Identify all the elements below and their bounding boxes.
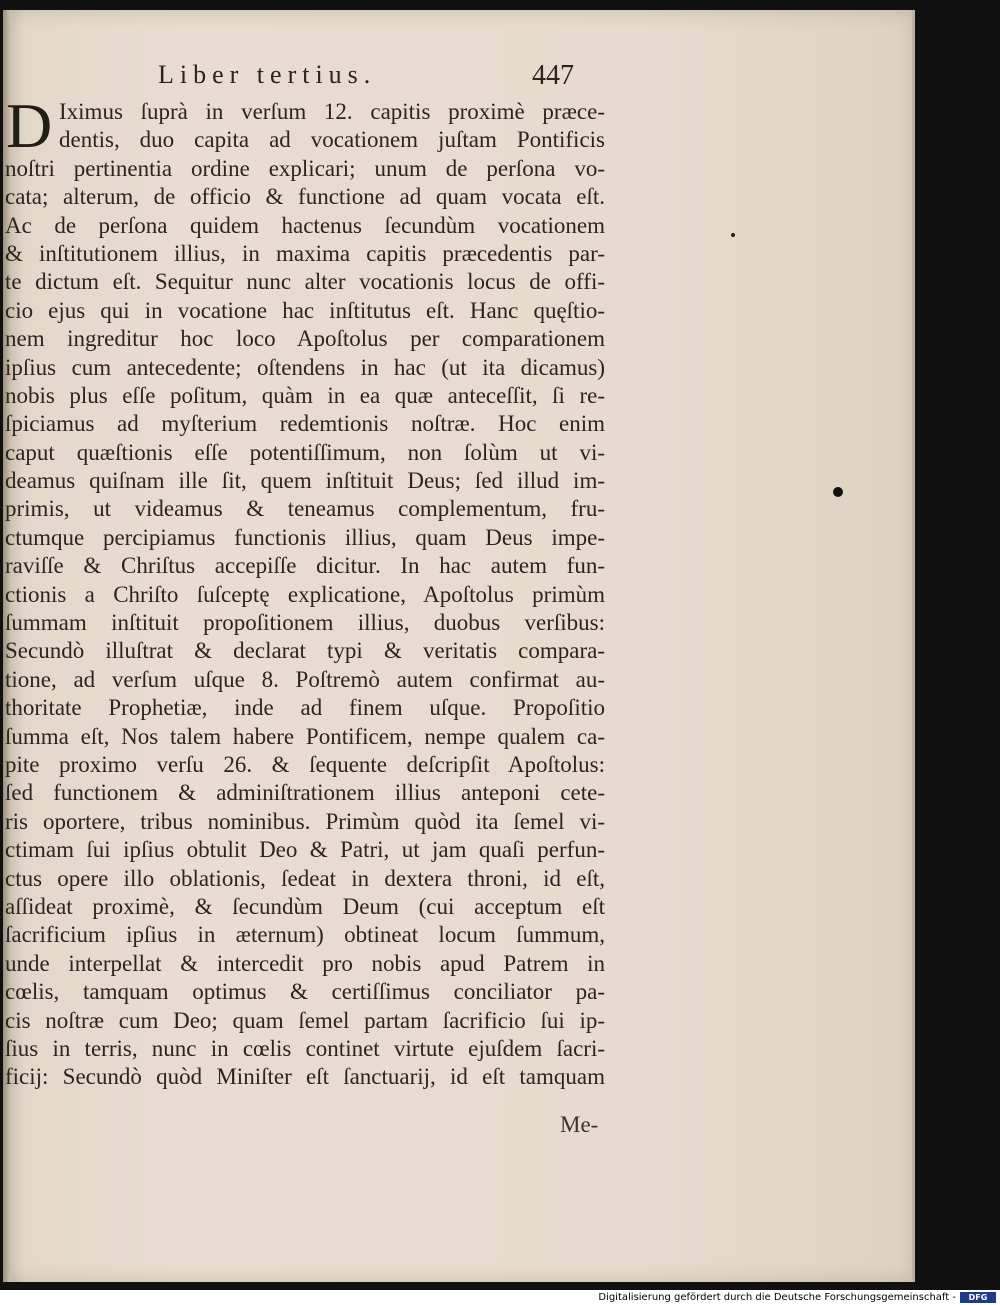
ink-spot: [833, 487, 843, 497]
text-line: dentis, duo capita ad vocationem juſtam Pontificis: [59, 127, 605, 153]
text-line: caput quæſtionis eſſe potentiſſimum, non ſolùm ut vi-: [5, 439, 605, 465]
text-line: ſpiciamus ad myſterium redemtionis noſtræ. Hoc enim: [5, 411, 605, 437]
text-line: nobis plus eſſe poſitum, quàm in ea quæ anteceſſit, ſi re-: [5, 382, 605, 408]
text-line: pite proximo verſu 26. & ſequente deſcripſit Apoſtolus:: [5, 751, 605, 777]
text-line: ctionis a Chriſto ſuſceptę explicatione, Apoſtolus primùm: [5, 581, 605, 607]
text-line: cio ejus qui in vocatione hac inſtitutus eſt. Hanc quęſtio-: [5, 297, 605, 323]
text-line: nem ingreditur hoc loco Apoſtolus per comparationem: [5, 326, 605, 352]
text-line: ſumma eſt, Nos talem habere Pontificem, nempe qualem ca-: [5, 723, 605, 749]
text-line: Ac de perſona quidem hactenus ſecundùm vocationem: [5, 212, 605, 238]
text-line: Secundò illuſtrat & declarat typi & veritatis compara-: [5, 638, 605, 664]
text-line: thoritate Prophetiæ, inde ad finem uſque. Propoſitio: [5, 695, 605, 721]
body-text: [5, 90, 605, 1092]
text-line: ſius in terris, nunc in cœlis continet virtute ejuſdem ſacri-: [5, 1035, 605, 1061]
funding-credit: Digitalisierung gefördert durch die Deutsche Forschungsgemeinschaft -: [598, 1292, 956, 1303]
text-line: ficij: Secundò quòd Miniſter eſt ſanctuarij, id eſt tamquam: [5, 1064, 605, 1090]
page-right-edge: [912, 10, 915, 1282]
text-line: ctimam ſui ipſius obtulit Deo & Patri, ut jam quaſi perfun-: [5, 837, 605, 863]
text-line: tione, ad verſum uſque 8. Poſtremò autem confirmat au-: [5, 666, 605, 692]
text-line: deamus quiſnam ille ſit, quem inſtituit Deus; ſed illud im-: [5, 468, 605, 494]
text-line: ipſius cum antecedente; oſtendens in hac (ut ita dicamus): [5, 354, 605, 380]
text-line: noſtri pertinentia ordine explicari; unum de perſona vo-: [5, 155, 605, 181]
text-line: cœlis, tamquam optimus & certiſſimus conciliator pa-: [5, 979, 605, 1005]
text-line: ſacrificium ipſius in æternum) obtineat locum ſummum,: [5, 922, 605, 948]
text-line: unde interpellat & intercedit pro nobis apud Patrem in: [5, 950, 605, 976]
running-head: Liber tertius.: [158, 60, 377, 89]
catchword: Me-: [560, 1112, 599, 1137]
page-number: 447: [532, 60, 574, 91]
text-line: ris oportere, tribus nominibus. Primùm quòd ita ſemel vi-: [5, 808, 605, 834]
text-line: ctumque percipiamus functionis illius, quam Deus impe-: [5, 524, 605, 550]
text-line: te dictum eſt. Sequitur nunc alter vocationis locus de offi-: [5, 269, 605, 295]
text-line: primis, ut videamus & teneamus complementum, fru-: [5, 496, 605, 522]
text-line: aſſideat proximè, & ſecundùm Deum (cui acceptum eſt: [5, 893, 605, 919]
text-line: raviſſe & Chriſtus accepiſſe dicitur. In hac autem fun-: [5, 553, 605, 579]
text-line: cis noſtræ cum Deo; quam ſemel partam ſacrificio ſui ip-: [5, 1007, 605, 1033]
text-line: ſummam inſtituit propoſitionem illius, duobus verſibus:: [5, 610, 605, 636]
digitization-footer: [0, 1290, 1000, 1305]
text-line: ctus opere illo oblationis, ſedeat in dextera throni, id eſt,: [5, 865, 605, 891]
ink-speck: [731, 233, 735, 237]
text-line: cata; alterum, de officio & functione ad quam vocata eſt.: [5, 184, 605, 210]
text-line: Iximus ſuprà in verſum 12. capitis proximè præce-: [59, 99, 605, 124]
drop-capital: D: [6, 90, 53, 161]
dfg-logo: DFG: [960, 1292, 996, 1303]
text-line: & inſtitutionem illius, in maxima capitis præcedentis par-: [5, 240, 605, 266]
text-line: ſed functionem & adminiſtrationem illius anteponi cete-: [5, 780, 605, 806]
